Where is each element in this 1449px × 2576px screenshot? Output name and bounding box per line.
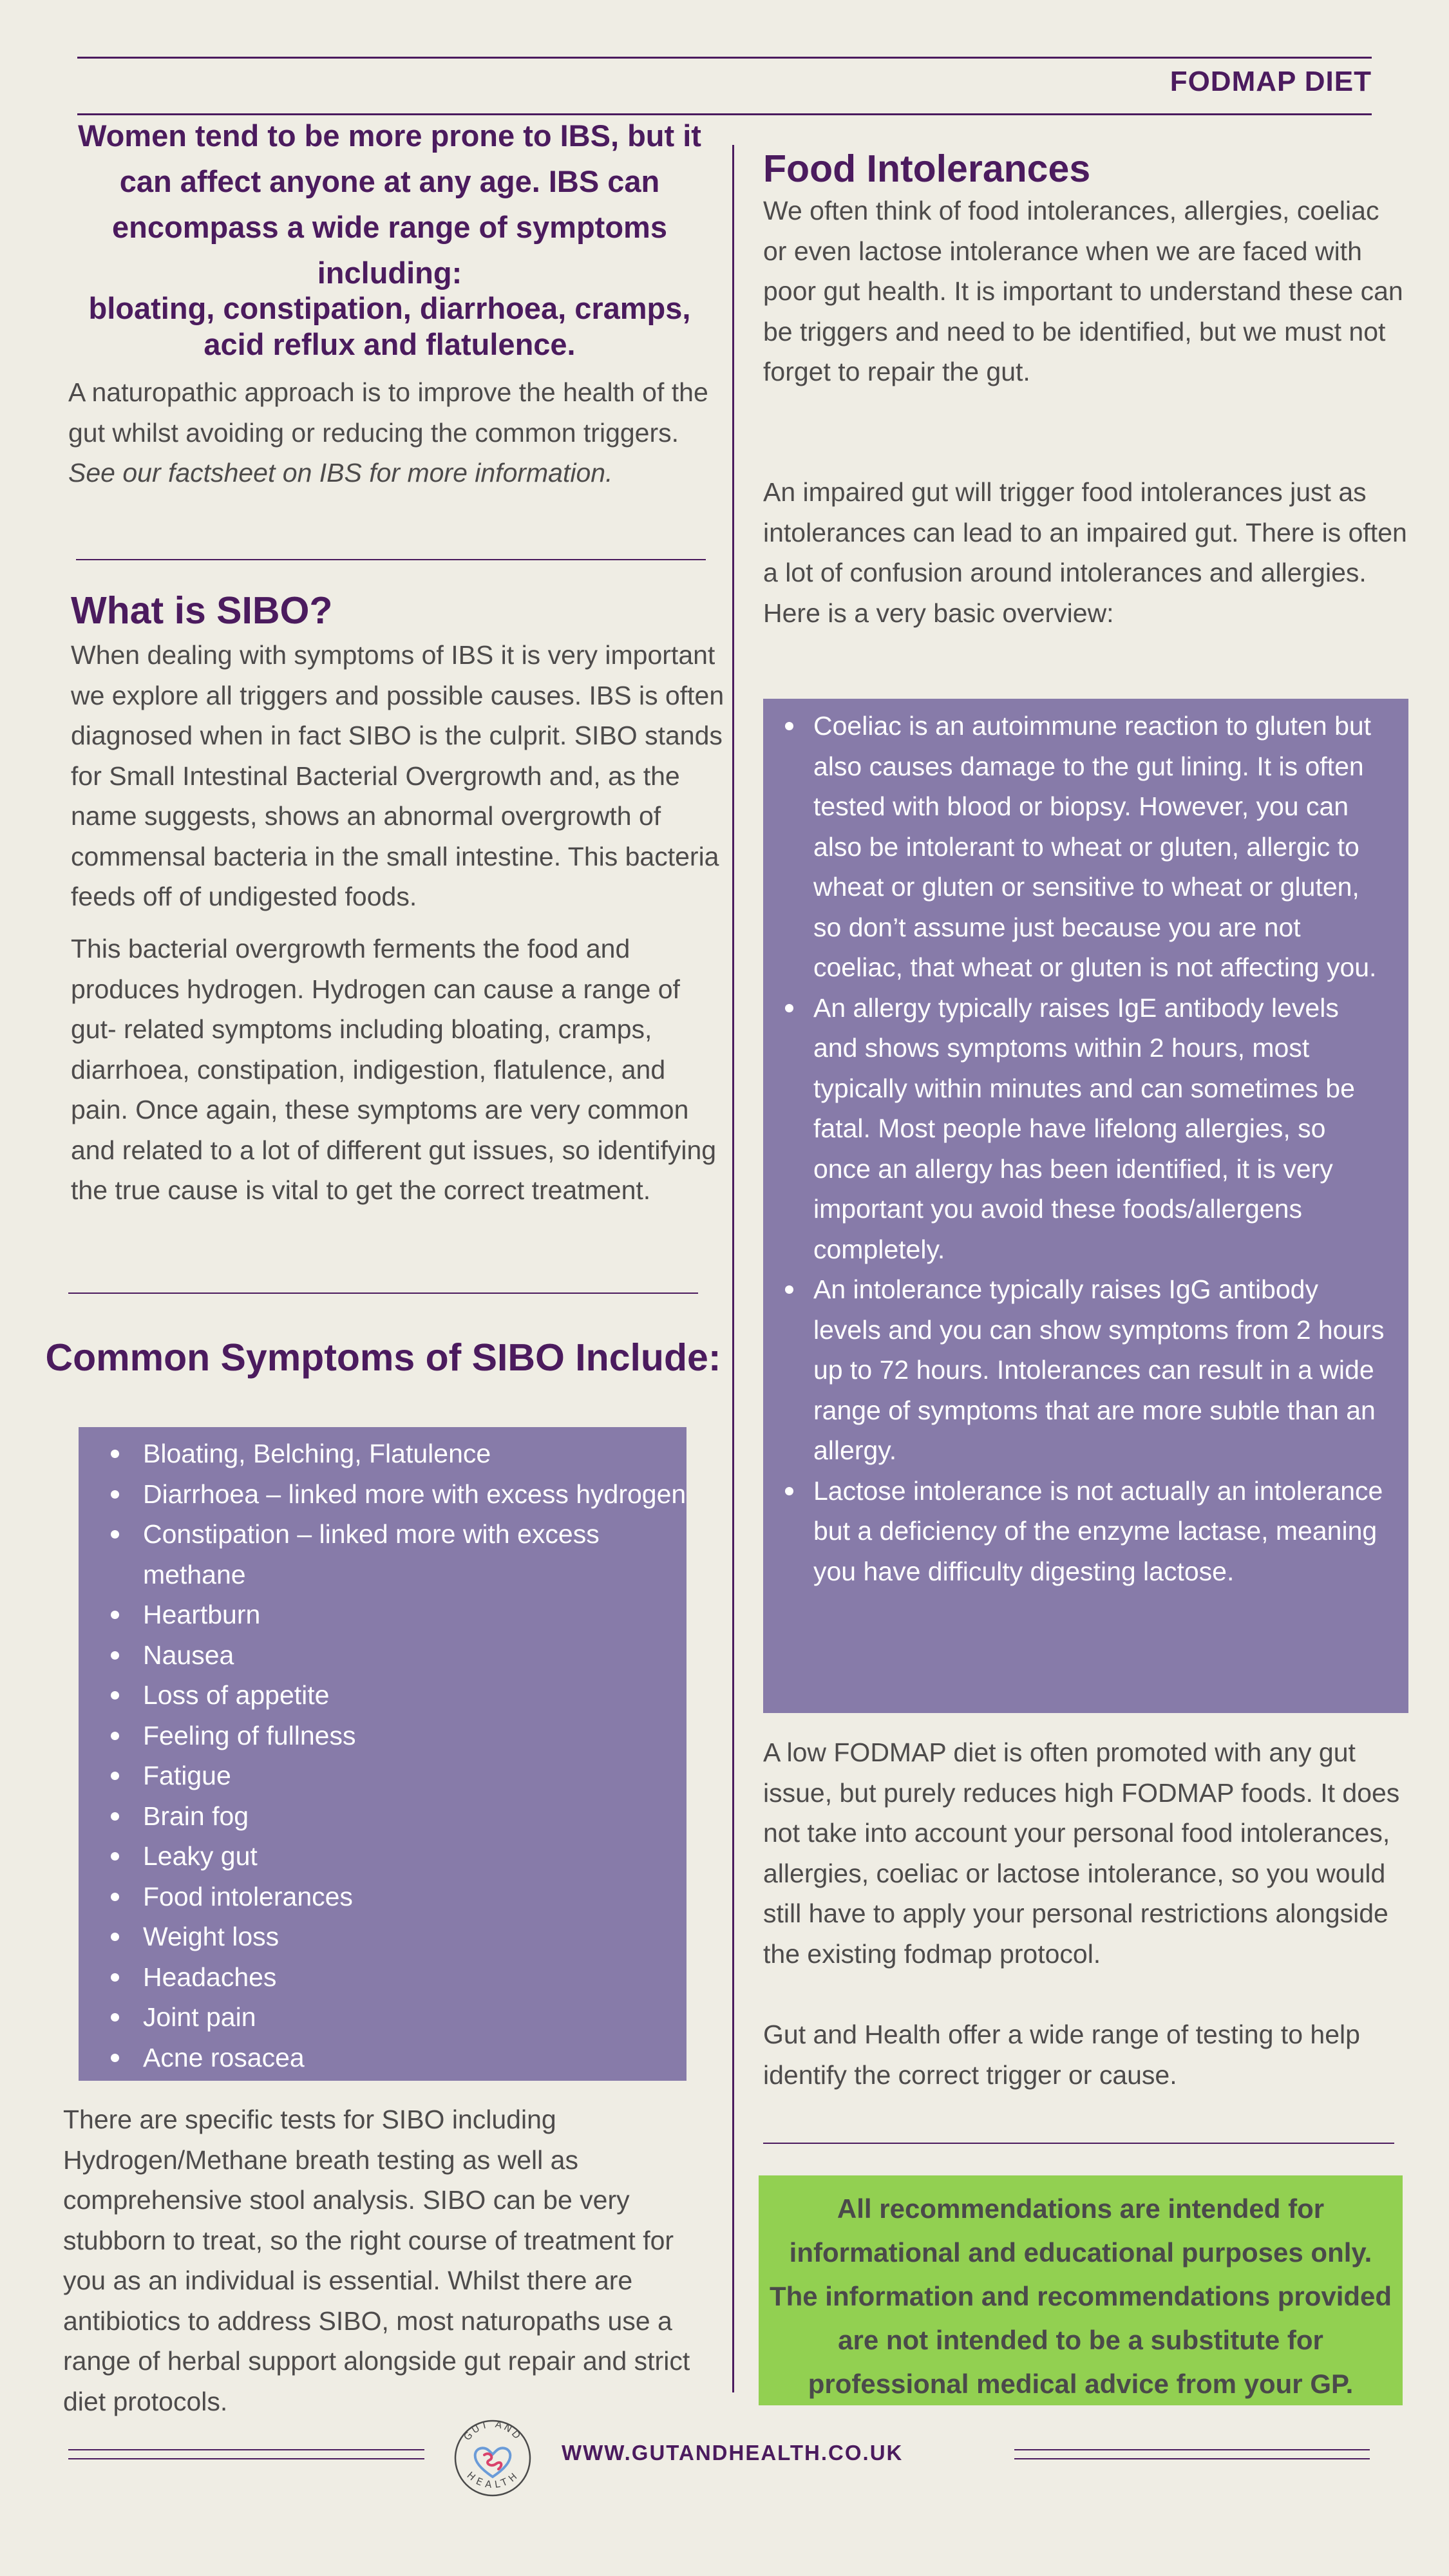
section-divider	[763, 2143, 1394, 2144]
footer-rule	[68, 2458, 424, 2459]
column-divider	[732, 145, 734, 2392]
symptom-list-item: Brain fog	[111, 1796, 687, 1837]
page-title: FODMAP DIET	[1170, 66, 1372, 97]
footer-rule	[68, 2449, 424, 2450]
intro-body	[68, 372, 719, 493]
gut-and-health-logo	[451, 2409, 535, 2505]
symptom-list-item: Fatigue	[111, 1756, 687, 1796]
footer-rule	[1014, 2449, 1370, 2450]
symptom-list-item: Acne rosacea	[111, 2038, 687, 2078]
symptom-list-item: Joint pain	[111, 1997, 687, 2038]
sibo-heading: What is SIBO?	[71, 589, 333, 632]
disclaimer-text: All recommendations are intended for informational and educational purposes only. The information and recommendations provided are not intended to be a substitute for professional medical advice from your GP.	[769, 2193, 1392, 2399]
intro-symptoms: bloating, constipation, diarrhoea, cramps, acid reflux and flatulence.	[88, 291, 691, 361]
sibo-paragraph-2: This bacterial overgrowth ferments the food and produces hydrogen. Hydrogen can cause a range of gut- related symptoms including bloating, cramps, diarrhoea, constipation, indigestion, flatulence, and pain. Once again, these symptoms are very common and related to a lot of different gut issues, so identifying the true cause is vital to get the correct treatment.	[71, 934, 717, 1205]
symptom-list-item: Feeling of fullness	[111, 1716, 687, 1756]
svg-text:GUT AND	[461, 2418, 524, 2443]
symptoms-box	[79, 1427, 687, 2081]
food-paragraph-2: An impaired gut will trigger food intolerances just as intolerances can lead to an impaired gut. There is often a lot of confusion around intolerances and allergies. Here is a very basic overview:	[763, 477, 1407, 628]
symptom-list-item: Leaky gut	[111, 1836, 687, 1877]
symptom-list-item: Food intolerances	[111, 1877, 687, 1917]
intolerance-list-item: An allergy typically raises IgE antibody levels and shows symptoms within 2 hours, most typically within minutes and can sometimes be fatal. Most people have lifelong allergies, so once an allergy has been identified, it is very important you avoid these foods/allergens completely.	[782, 988, 1389, 1270]
header-rule-top	[77, 57, 1372, 59]
website-link[interactable]: WWW.GUTANDHEALTH.CO.UK	[562, 2441, 904, 2465]
section-divider	[68, 1293, 698, 1294]
symptoms-heading: Common Symptoms of SIBO Include:	[45, 1336, 721, 1379]
intolerance-overview-box	[763, 699, 1408, 1713]
sibo-paragraph-1: When dealing with symptoms of IBS it is very important we explore all triggers and possible causes. IBS is often diagnosed when in fact SIBO is the culprit. SIBO stands for Small Intestinal Bacterial Overgrowth and, as the name suggests, shows an abnormal overgrowth of commensal bacteria in the small intestine. This bacteria feeds off of undigested foods.	[71, 640, 724, 911]
fodmap-paragraph: A low FODMAP diet is often promoted with any gut issue, but purely reduces high FODMAP foods. It does not take into account your personal food intolerances, allergies, coeliac or lactose intolerance, so you would still have to apply your personal restrictions alongside the existing fodmap protocol.	[763, 1738, 1400, 1969]
sibo-tests-paragraph: There are specific tests for SIBO including Hydrogen/Methane breath testing as well as comprehensive stool analysis. SIBO can be very stubborn to treat, so the right course of treatment for you as an individual is essential. Whilst there are antibiotics to address SIBO, most naturopaths use a range of herbal support alongside gut repair and strict diet protocols.	[63, 2105, 690, 2416]
logo-text-bottom: HEALTH	[464, 2469, 521, 2491]
logo-text-top: GUT AND	[461, 2418, 524, 2443]
symptom-list-item: Constipation – linked more with excess methane	[111, 1514, 687, 1595]
symptom-list-item: Weight loss	[111, 1917, 687, 1957]
intolerance-list-item: Lactose intolerance is not actually an intolerance but a deficiency of the enzyme lactase, meaning you have difficulty digesting lactose.	[782, 1471, 1389, 1592]
disclaimer-box	[759, 2175, 1403, 2405]
footer-rule	[1014, 2458, 1370, 2459]
testing-paragraph: Gut and Health offer a wide range of testing to help identify the correct trigger or cause.	[763, 2020, 1360, 2090]
symptom-list-item: Diarrhoea – linked more with excess hydrogen	[111, 1474, 687, 1515]
svg-text:HEALTH	[464, 2470, 520, 2491]
intro-heading: Women tend to be more prone to IBS, but it can affect anyone at any age. IBS can encompass a wide range of symptoms including:	[78, 118, 701, 290]
intolerance-list-item: An intolerance typically raises IgG antibody levels and you can show symptoms from 2 hours up to 72 hours. Intolerances can result in a wide range of symptoms that are more subtle than an allergy.	[782, 1269, 1389, 1471]
symptom-list-item: Bloating, Belching, Flatulence	[111, 1434, 687, 1474]
intolerance-overview-list	[782, 706, 1389, 1591]
intro-body-text: A naturopathic approach is to improve the health of the gut whilst avoiding or reducing the common triggers.	[68, 377, 708, 448]
symptom-list-item: Nausea	[111, 1635, 687, 1676]
food-intolerances-heading: Food Intolerances	[763, 147, 1091, 190]
food-paragraph-1: We often think of food intolerances, allergies, coeliac or even lactose intolerance when we are faced with poor gut health. It is important to understand these can be triggers and need to be identified, but we must not forget to repair the gut.	[763, 196, 1403, 386]
symptoms-list	[111, 1434, 687, 2078]
symptom-list-item: Headaches	[111, 1957, 687, 1998]
symptom-list-item: Loss of appetite	[111, 1675, 687, 1716]
factsheet-reference: See our factsheet on IBS for more information.	[68, 458, 613, 488]
intolerance-list-item: Coeliac is an autoimmune reaction to gluten but also causes damage to the gut lining. It is often tested with blood or biopsy. However, you can also be intolerant to wheat or gluten, allergic to wheat or gluten or sensitive to wheat or gluten, so don’t assume just because you are not coeliac, that wheat or gluten is not affecting you.	[782, 706, 1389, 988]
gut-heart-icon	[451, 2409, 535, 2505]
symptom-list-item: Heartburn	[111, 1595, 687, 1635]
section-divider	[76, 559, 706, 560]
